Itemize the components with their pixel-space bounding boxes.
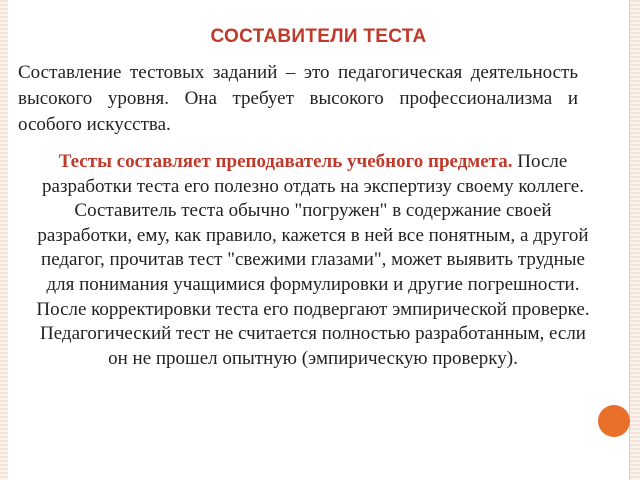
lead-period: .: [507, 151, 513, 172]
lead-sentence: Тесты составляет преподаватель учебного предмета: [58, 151, 508, 172]
right-frame-divider: [629, 0, 630, 480]
main-paragraph: [28, 150, 598, 371]
accent-circle-icon: [598, 405, 630, 437]
intro-paragraph: Составление тестовых заданий – это педагогическая деятельность высокого уровня. Она требует высокого профессионализма и особого искусства.: [18, 62, 578, 135]
left-frame-stripe: [0, 0, 8, 480]
right-frame-stripe: [630, 0, 640, 480]
main-paragraph-body: После разработки теста его полезно отдать на экспертизу своему коллеге. Составитель теста обычно "погружен" в содержание своей разработки, ему, как правило, кажется в ней все понятным, а другой педагог, прочитав тест "свежими глазами", может выявить трудные для понимания учащимися формулировки и другие погрешности. После корректировки теста его подвергают эмпирической проверке. Педагогический тест не считается полностью разработанным, если он не прошел опытную (эмпирическую проверку).: [36, 151, 590, 369]
slide-title: СОСТАВИТЕЛИ ТЕСТА: [210, 26, 427, 47]
slide: [8, 0, 629, 480]
